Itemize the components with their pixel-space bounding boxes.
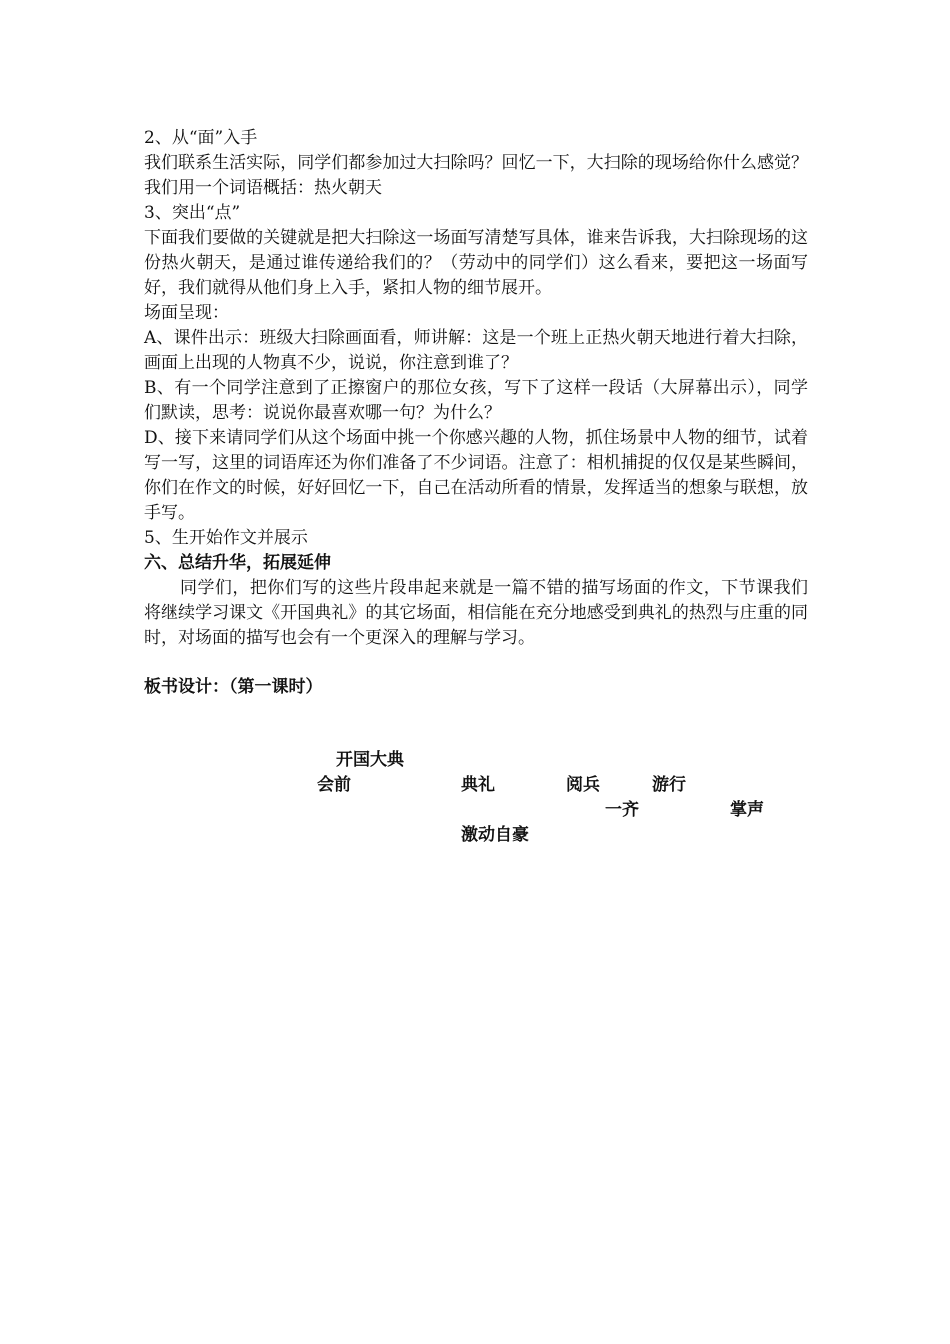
- board-item-parade: 游行: [652, 775, 686, 795]
- item-d-text: D、接下来请同学们从这个场面中挑一个你感兴趣的人物，抓住场景中人物的细节，试着写一写，这里的词语库还为你们准备了不少词语。注意了：相机捕捉的仅仅是某些瞬间，你们在作文的时候，好好回忆一下，自己在活动所看的情景，发挥适当的想象与联想，放手写。: [144, 428, 808, 523]
- document-body: [144, 126, 808, 651]
- board-item-meeting: 会前: [317, 775, 351, 795]
- scene-presentation-label: 场面呈现：: [144, 303, 229, 323]
- step-3-text: 下面我们要做的关键就是把大扫除这一场面写清楚写具体，谁来告诉我，大扫除现场的这份热火朝天，是通过谁传递给我们的？（劳动中的同学们）这么看来，要把这一场面写好，我们就得从他们身上入手，紧扣人物的细节展开。: [144, 228, 808, 298]
- board-title: 开国大典: [336, 750, 404, 770]
- step-3-heading: 3、突出“点”: [144, 203, 241, 223]
- board-item-review: 阅兵: [566, 775, 600, 795]
- board-sub-together: 一齐: [605, 800, 639, 820]
- board-design-title: 板书设计：（第一课时）: [144, 677, 323, 697]
- closing-paragraph: 同学们，把你们写的这些片段串起来就是一篇不错的描写场面的作文，下节课我们将继续学习课文《开国典礼》的其它场面，相信能在充分地感受到典礼的热烈与庄重的同时，对场面的描写也会有一个更深入的理解与学习。: [144, 578, 808, 648]
- step-5-text: 5、生开始作文并展示: [144, 528, 308, 548]
- item-a-text: A、课件出示：班级大扫除画面看，师讲解：这是一个班上正热火朝天地进行着大扫除，画面上出现的人物真不少，说说，你注意到谁了？: [144, 328, 808, 373]
- section-six-heading: 六、总结升华，拓展延伸: [144, 553, 331, 573]
- step-2-heading: 2、从“面”入手: [144, 128, 258, 148]
- board-item-ceremony: 典礼: [461, 775, 495, 795]
- step-2-text: 我们联系生活实际，同学们都参加过大扫除吗？回忆一下，大扫除的现场给你什么感觉？我们用一个词语概括：热火朝天: [144, 153, 808, 198]
- board-conclusion: 激动自豪: [461, 825, 529, 845]
- item-b-text: B、有一个同学注意到了正擦窗户的那位女孩，写下了这样一段话（大屏幕出示），同学们默读，思考：说说你最喜欢哪一句？为什么？: [144, 378, 808, 423]
- board-sub-applause: 掌声: [730, 800, 764, 820]
